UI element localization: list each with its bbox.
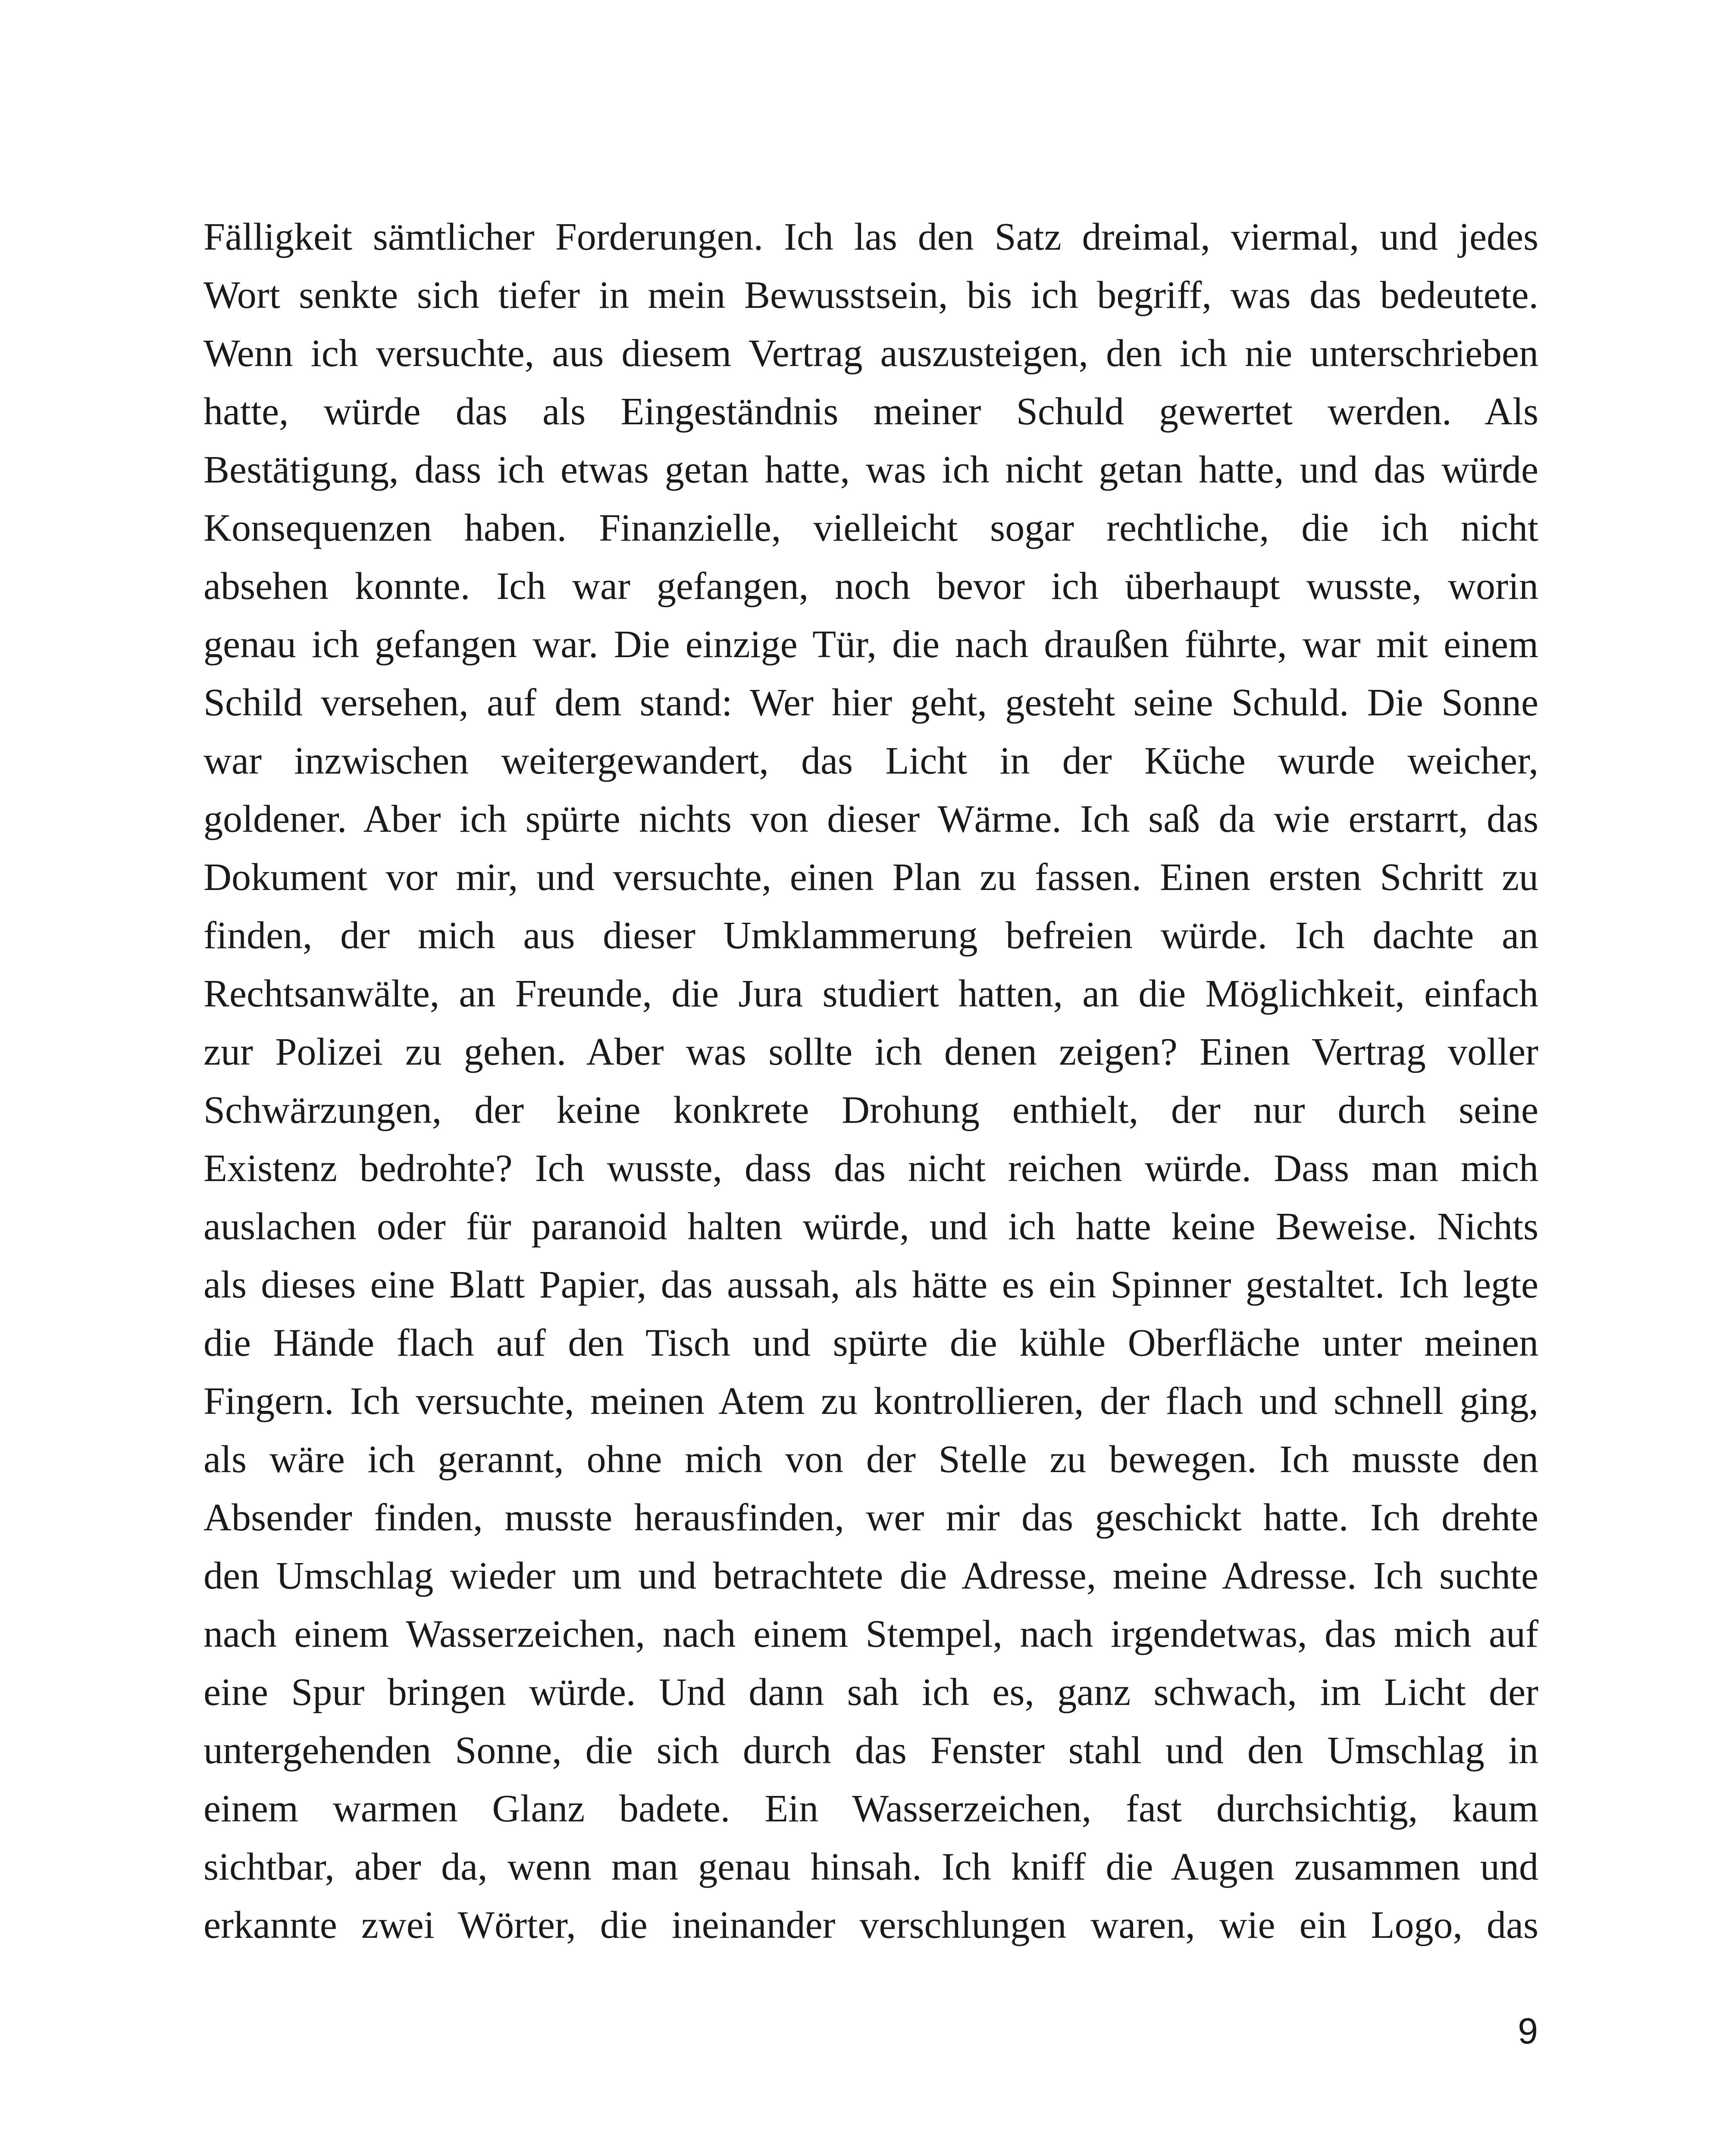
text-line: erkannte zwei Wörter, die ineinander verschlungen waren, wie ein Logo, das (204, 1904, 1538, 1946)
text-line: absehen konnte. Ich war gefangen, noch bevor ich überhaupt wusste, worin (204, 565, 1538, 608)
page-number: 9 (1518, 2011, 1538, 2051)
text-line: sichtbar, aber da, wenn man genau hinsah. Ich kniff die Augen zusammen und (204, 1846, 1538, 1888)
text-line: Absender finden, musste herausfinden, wer mir das geschickt hatte. Ich drehte (204, 1496, 1538, 1539)
text-line: genau ich gefangen war. Die einzige Tür, die nach draußen führte, war mit einem (204, 623, 1538, 666)
text-line: Rechtsanwälte, an Freunde, die Jura studiert hatten, an die Möglichkeit, einfach (204, 972, 1538, 1015)
text-line: den Umschlag wieder um und betrachtete die Adresse, meine Adresse. Ich suchte (204, 1554, 1538, 1597)
text-line: untergehenden Sonne, die sich durch das Fenster stahl und den Umschlag in (204, 1729, 1538, 1772)
text-line: einem warmen Glanz badete. Ein Wasserzeichen, fast durchsichtig, kaum (204, 1787, 1538, 1830)
text-line: war inzwischen weitergewandert, das Licht in der Küche wurde weicher, (204, 740, 1538, 782)
text-line: als dieses eine Blatt Papier, das aussah, als hätte es ein Spinner gestaltet. Ich legte (204, 1263, 1538, 1306)
text-line: finden, der mich aus dieser Umklammerung befreien würde. Ich dachte an (204, 914, 1538, 957)
text-line: auslachen oder für paranoid halten würde, und ich hatte keine Beweise. Nichts (204, 1205, 1538, 1248)
text-line: Existenz bedrohte? Ich wusste, dass das nicht reichen würde. Dass man mich (204, 1147, 1538, 1190)
text-line: Fingern. Ich versuchte, meinen Atem zu kontrollieren, der flach und schnell ging, (204, 1380, 1538, 1423)
text-line: hatte, würde das als Eingeständnis meiner Schuld gewertet werden. Als (204, 390, 1538, 433)
text-line: Fälligkeit sämtlicher Forderungen. Ich las den Satz dreimal, viermal, und jedes (204, 216, 1538, 258)
text-line: nach einem Wasserzeichen, nach einem Stempel, nach irgendetwas, das mich auf (204, 1613, 1538, 1655)
text-line: Bestätigung, dass ich etwas getan hatte, was ich nicht getan hatte, und das würde (204, 448, 1538, 491)
text-line: die Hände flach auf den Tisch und spürte die kühle Oberfläche unter meinen (204, 1322, 1538, 1364)
text-line: Konsequenzen haben. Finanzielle, vielleicht sogar rechtliche, die ich nicht (204, 507, 1538, 549)
text-line: als wäre ich gerannt, ohne mich von der Stelle zu bewegen. Ich musste den (204, 1438, 1538, 1481)
text-line: eine Spur bringen würde. Und dann sah ich es, ganz schwach, im Licht der (204, 1671, 1538, 1714)
text-line: Dokument vor mir, und versuchte, einen Plan zu fassen. Einen ersten Schritt zu (204, 856, 1538, 899)
text-line: Schwärzungen, der keine konkrete Drohung enthielt, der nur durch seine (204, 1089, 1538, 1131)
body-text (204, 208, 1538, 1954)
text-line: goldener. Aber ich spürte nichts von dieser Wärme. Ich saß da wie erstarrt, das (204, 798, 1538, 840)
text-line: Schild versehen, auf dem stand: Wer hier geht, gesteht seine Schuld. Die Sonne (204, 681, 1538, 724)
text-line: Wenn ich versuchte, aus diesem Vertrag auszusteigen, den ich nie unterschrieben (204, 332, 1538, 375)
text-line: Wort senkte sich tiefer in mein Bewusstsein, bis ich begriff, was das bedeutete. (204, 274, 1538, 317)
text-line: zur Polizei zu gehen. Aber was sollte ich denen zeigen? Einen Vertrag voller (204, 1031, 1538, 1073)
